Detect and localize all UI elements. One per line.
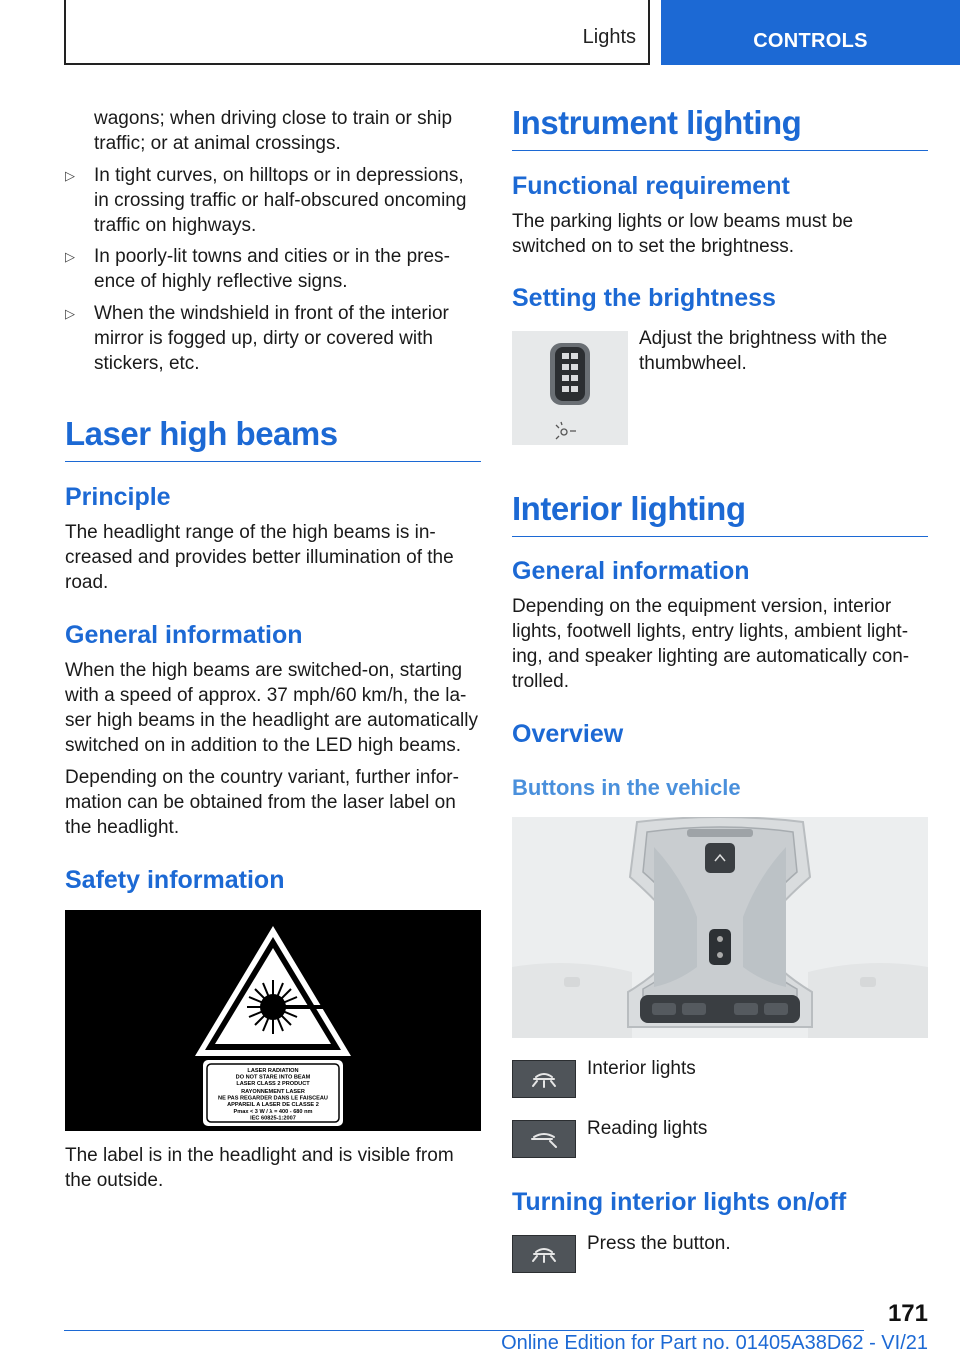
bullet-item: ▷ In poorly-lit towns and cities or in the presence of highly reflective signs. — [65, 246, 450, 292]
laser-label-line: IEC 60825-1:2007 — [250, 1115, 296, 1122]
roof-console-image — [512, 817, 928, 1038]
triangle-bullet-icon: ▷ — [65, 306, 75, 321]
triangle-bullet-icon: ▷ — [65, 249, 75, 264]
heading-safety-information: Safety information — [65, 866, 285, 894]
general-text: When the high beams are switched-on, starting with a speed of approx. 37 mph/60 km/h, the laser high beams in the headlight are automatically switched on in addition to the LED high beams. — [65, 660, 478, 756]
laser-label-line: APPAREIL A LASER DE CLASSE 2 — [227, 1102, 319, 1108]
chapter-label: CONTROLS — [753, 30, 868, 52]
general-text-2: Depending on the country variant, further information can be obtained from the laser label on the headlight. — [65, 767, 459, 838]
reading-lights-label: Reading lights — [587, 1118, 708, 1139]
heading-overview: Overview — [512, 720, 624, 748]
continued-text: wagons; when driving close to train or ship traffic; or at animal crossings. — [94, 108, 453, 154]
bullet-item: ▷ In tight curves, on hilltops or in depressions, in crossing traffic or half-obscured oncoming traffic on highways. — [65, 165, 467, 236]
laser-label-line: DO NOT STARE INTO BEAM — [235, 1074, 311, 1081]
footer-edition: Online Edition for Part no. 01405A38D62 - VI/21 — [501, 1332, 928, 1354]
laser-label-line: LASER RADIATION — [247, 1068, 299, 1074]
heading-functional-requirement: Functional requirement — [512, 172, 790, 200]
interior-lights-button-icon — [512, 1060, 576, 1098]
laser-label-line: Pmax < 3 W / λ = 400 - 680 nm — [233, 1109, 313, 1115]
bullet-item: ▷ When the windshield in front of the interior mirror is fogged up, dirty or covered with stickers, etc. — [65, 303, 449, 374]
functional-text: The parking lights or low beams must be switched on to set the brightness. — [512, 211, 854, 257]
heading-general-information: General information — [65, 621, 303, 649]
heading-interior-lighting: Interior lighting — [512, 490, 928, 537]
heading-laser-high-beams: Laser high beams — [65, 415, 481, 462]
label-caption: The label is in the headlight and is visible from the outside. — [65, 1145, 454, 1191]
laser-label-line: NE PAS REGARDER DANS LE FAISCEAU — [218, 1095, 328, 1102]
heading-buttons-in-vehicle: Buttons in the vehicle — [512, 775, 741, 800]
interior-general-text: Depending on the equipment version, interior lights, footwell lights, entry lights, ambient lighting, and speaker lighting are automatically controlled. — [512, 596, 910, 692]
heading-general-information-right: General information — [512, 557, 750, 585]
interior-lights-button-icon — [512, 1235, 576, 1273]
interior-lights-label: Interior lights — [587, 1058, 696, 1079]
heading-instrument-lighting: Instrument lighting — [512, 104, 928, 151]
principle-text: The headlight range of the high beams is increased and provides better illumination of the road. — [65, 522, 454, 593]
page-number: 171 — [887, 1300, 928, 1327]
reading-lights-button-icon — [512, 1120, 576, 1158]
thumbwheel-image — [512, 331, 628, 445]
setting-text: Adjust the brightness with the thumbwheel. — [639, 328, 888, 374]
heading-turning-interior-lights: Turning interior lights on/off — [512, 1188, 847, 1216]
press-button-text: Press the button. — [587, 1233, 731, 1254]
heading-principle: Principle — [65, 483, 171, 511]
chapter-tab[interactable] — [661, 0, 960, 65]
heading-setting-brightness: Setting the brightness — [512, 284, 776, 312]
footer-divider — [64, 1330, 864, 1331]
laser-label-line: RAYONNEMENT LASER — [241, 1089, 305, 1095]
section-title: Lights — [582, 26, 636, 48]
laser-label-line: LASER CLASS 2 PRODUCT — [236, 1081, 310, 1087]
laser-warning-label-image — [65, 910, 481, 1131]
triangle-bullet-icon: ▷ — [65, 168, 75, 183]
